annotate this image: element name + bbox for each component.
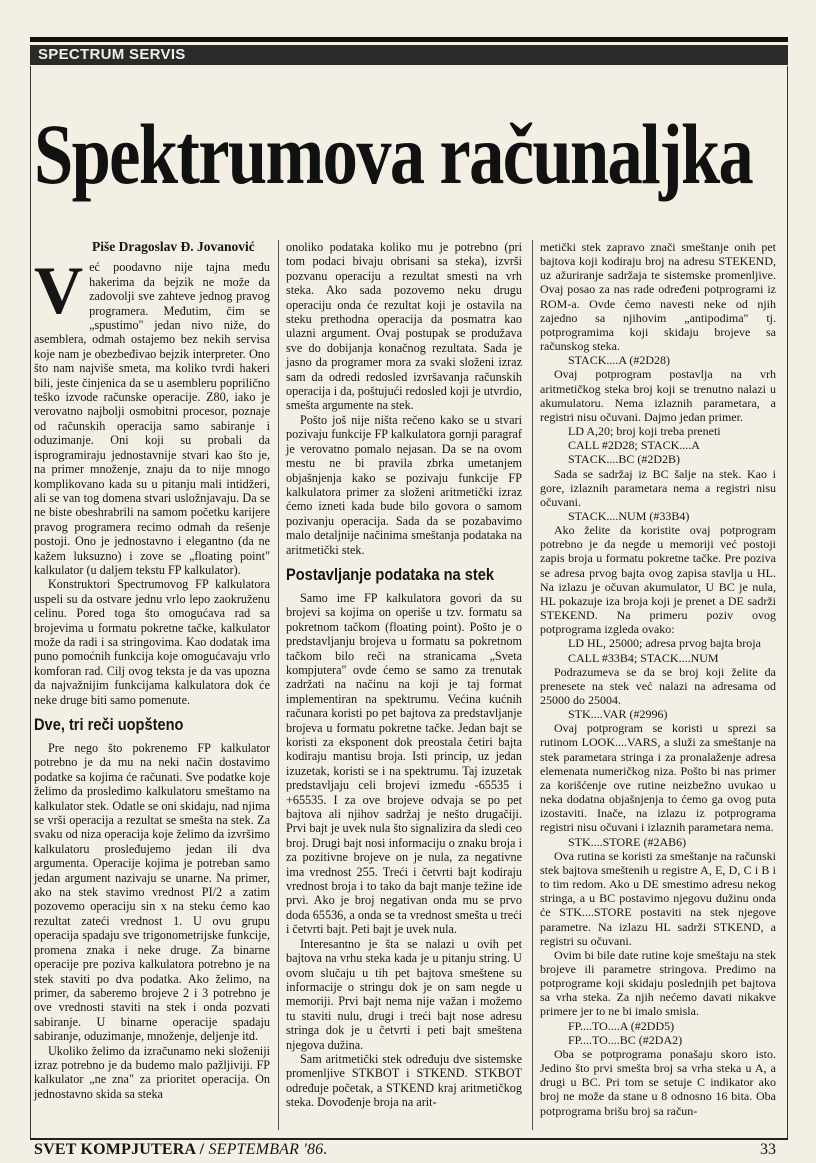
routine-heading: FP....TO....A (#2DD5) — [568, 1018, 675, 1033]
paragraph: Samo ime FP kalkulatora govori da su brojevi sa kojima on operiše u tzv. formatu sa pokretnom tačkom (floating point). Pošto je o predstavljanju brojeva u formatu sa pokretnom tačkom bilo reči na stranicama „Sveta kompjutera" ovde ćemo se samo za trenutak zadržati na načinu na koji je taj format implementiran na spektrumu. Većina kućnih računara koristi po pet bajtova za predstavljanje brojeva u formatu pokretne tačke. Jedan bajt se koristi za eksponent dok preostala četiri bajta kodiraju mantisu broja. Isti princip, uz jedan izuzetak, koristi se i na spektrumu. Taj izuzetak predstavljaju celi brojevi između -65535 i +65535. I za ove brojeve odvaja se po pet bajtova ali njihov sadržaj je nešto drugačiji. Prvi bajt je uvek nula što signalizira da sledi ceo broj. Drugi bajt nosi informaciju o znaku broja i za pozitivne brojeve on je nula, za negativne ima vrednost 255. Treći i četvrti bajt kodiraju vrednost broja i to tako da bajt manje težine ide prvi. Ako je broj negativan onda mu se prvo doda 65536, a onda se ta vrednost smešta u treći i četvrti bajt. Peti bajt je uvek nula. — [286, 590, 522, 937]
paragraph-text: eć poodavno nije tajna među hakerima da bejzik ne može da zadovolji sve zahteve jednog pravog programera. Međutim, čim se „spustimo" jedan nivo niže, do asemblera, odmah ostajemo bez nekih servisa koje nam je obezbeđivao bejzik interpreter. Ono što nam najviše smeta, ma koliko tvrdi hakeri bili, jeste činjenica da se u asembleru poprilično teško izvode računske operacije. Z80, iako je verovatno najbolji osmobitni procesor, poznaje od računskih operacija samo sabiranje i oduzimanje. Oni koji su probali da isprogramiraju jednostavnije stvari kao što je, na primer množenje, znaju da to nije mnogo komplikovano kada su u pitanju mali intidžeri, ali se van tog domena stvari usložnjavaju. Da se ne biste obeshrabrili na samom početku karijere pravog programera recimo odmah da rešenje postoji. Ono je jednostavno i elegantno (da ne kažem luksuzno) i zove se „floating point" kalkulator (u daljem tekstu FP kalkulator). — [34, 260, 270, 577]
routine-heading: STK....VAR (#2996) — [568, 707, 668, 722]
paragraph: Sam aritmetički stek određuju dve sistemske promenljive STKBOT i STKEND. STKBOT određuje početak, a STKEND kraj aritmetičkog steka. Dovođenje broja na arit- — [286, 1051, 522, 1110]
footer — [34, 1141, 328, 1159]
paragraph: Oba se potprograma ponašaju skoro isto. Jedino što prvi smešta broj sa vrha steka u A, a drugi u BC. Pri tom se setuje C indikator ako broj ne može da stane u 8 odnosno 16 bita. Oba potprograma brišu broj sa račun- — [540, 1046, 776, 1118]
routine-heading: STACK....A (#2D28) — [568, 353, 671, 368]
paragraph: Ovaj potprogram se koristi u sprezi sa rutinom LOOK....VARS, a služi za smeštanje na stek parametara stringa i za pronalaženje adresa elemenata numeričkog niza. Pošto bi nas primer za korišćenje ove rutine neizbežno uvukao u neka dodatna objašnjenja to ćemo ga ovog puta izostaviti. Inače, na izlazu iz potprograma registri nisu očuvani i izlaznih parametara nema. — [540, 721, 776, 835]
code-line: LD A,20; broj koji treba preneti — [568, 424, 721, 439]
routine-heading: STACK....NUM (#33B4) — [568, 508, 690, 523]
article-column-2 — [286, 240, 522, 1110]
routine-heading: STK....STORE (#2AB6) — [568, 834, 687, 849]
code-line: LD HL, 25000; adresa prvog bajta broja — [568, 636, 761, 651]
paragraph: Ako želite da koristite ovaj potprogram potrebno je da negde u memoriji već postoji zapis broja u formatu pokretne tačke. Pre poziva se adresa prvog bajta ovog zapisa stavlja u HL. Na izlazu je očuvan akumulator, U BC je nula, HL pokazuje iza broja koji je prenet a DE sadrži STEKEND. Na primeru poziv ovog potprograma izgleda ovako: — [540, 523, 776, 637]
routine-heading: FP....TO....BC (#2DA2) — [568, 1032, 683, 1047]
article-column-3 — [540, 240, 776, 1118]
column-divider — [532, 240, 533, 1130]
paragraph: Pre nego što pokrenemo FP kalkulator potrebno je da mu na neki način dostavimo podatke sa kojima će računati. Sve podatke koje želimo da prosledimo kalkulatoru smeštamo na kalkulator stek. Odatle se oni skidaju, nad njima se vrši operacija a rezultat se smešta na stek. Za svaku od niza operacija koje želimo da izvršimo kalkulatoru prosleđujemo jedan ili dva argumenta. Operacije kojima je potreban samo jedan argument nazivaju se unarne. Na primer, ako na stek stavimo vrednost PI/2 a zatim pozovemo operaciju sin x na steku ćemo kao rezultat zateći vrednost 1. U ovu grupu operacija spadaju sve trigonometrijske funkcije, promena znaka i neke druge. Za binarne operacije pre poziva kalkulatora potrebno je na stek staviti po dva podatka. Ako želimo, na primer, da saberemo brojeve 2 i 3 potrebno je ove vrednosti staviti na stek i onda pozvati sabiranje. U binarne operacije spadaju sabiranje, oduzimanje, množenje, deljenje itd. — [34, 741, 270, 1044]
issue-date: SEPTEMBAR '86. — [208, 1141, 328, 1158]
paragraph: Pošto još nije ništa rečeno kako se u stvari pozivaju funkcije FP kalkulatora gornji paragraf je verovatno pomalo nejasan. Da se na ovom mestu ne bi pravila zbrka umetanjem objašnjenja kako se pozivaju funkcije FP kalkulatora primer za složeni aritmetički izraz ćemo izneti kada bude bilo govora o samom pozivanju operacija. Sada da se pozabavimo malo detaljnije načinima smeštanja podataka na aritmetički stek. — [286, 412, 522, 557]
code-line: CALL #33B4; STACK....NUM — [568, 650, 719, 665]
section-label: SPECTRUM SERVIS — [38, 46, 186, 63]
code-line: CALL #2D28; STACK....A — [568, 438, 700, 453]
paragraph: Konstruktori Spectrumovog FP kalkulatora uspeli su da ostvare jednu vrlo lepo zaokruženu celinu. Pored toga što omogućava rad sa brojevima u formatu pokretne tačke, kalkulator može da radi i sa stringovima. Kao dodatak ima puno pomoćnih funkcija koje omogućavaju vrlo komforan rad. Cilj ovog teksta je da vas upozna da najvažnijim funkcijama kalkulatora dok će neke druge biti samo pomenute. — [34, 577, 270, 707]
paragraph: metički stek zapravo znači smeštanje onih pet bajtova koji kodiraju broj na adresu STEKEND, uz ažuriranje sadržaja te sistemske promenljive. Ovaj posao za nas rade određeni potprogrami iz ROM-a. Ovde ćemo navesti neke od njih zajedno sa njihovim „antipodima" tj. potprogramima koji skidaju brojeve sa računskog steka. — [540, 240, 776, 354]
paragraph: Ovaj potprogram postavlja na vrh aritmetičkog steka broj koji se trenutno nalazi u akumulatoru. Nema izlaznih parametara, a registri nisu očuvani. Dajmo jedan primer. — [540, 367, 776, 424]
paragraph — [34, 252, 270, 577]
top-rule — [30, 37, 788, 42]
column-divider — [278, 240, 279, 1130]
byline: Piše Dragoslav Đ. Jovanović — [92, 239, 255, 254]
magazine-name: SVET KOMPJUTERA — [34, 1141, 196, 1158]
subheading: Postavljanje podataka na stek — [286, 564, 495, 584]
paragraph: Ova rutina se koristi za smeštanje na računski stek bajtova smeštenih u registre A, E, D, C i B i to tim redom. Ako u DE smestimo adresu nekog stringa, a u BC postavimo njegovu dužinu onda će STK....STORE postaviti na stek njegove parametre. Na izlazu HL sadrži STKEND, a registri su očuvani. — [540, 848, 776, 948]
paragraph: Sada se sadržaj iz BC šalje na stek. Kao i gore, izlaznih parametara nema a registri nisu očuvani. — [540, 466, 776, 509]
paragraph: Ovim bi bile date rutine koje smeštaju na stek brojeve ili parametre stringova. Predimo na potprograme koji skidaju poslednjih pet bajtova sa vrha steka. Za njih nećemo davati nikakve primere jer to ne bi imalo smisla. — [540, 947, 776, 1019]
footer-separator: / — [195, 1141, 209, 1158]
subheading: Dve, tri reči uopšteno — [34, 715, 184, 734]
paragraph: Ukoliko želimo da izračunamo neki složeniji izraz potrebno je da budemo malo pažljiviji. FP kalkulator „ne zna" za prioritet operacija. On jednostavno skida sa steka — [34, 1043, 270, 1101]
routine-heading: STACK....BC (#2D2B) — [568, 452, 681, 467]
headline: Spektrumova računaljka — [34, 106, 753, 202]
paragraph: Podrazumeva se da se broj koji želite da prenesete na stek već nalazi na adresama od 25000 do 25004. — [540, 664, 776, 707]
article-column-1 — [34, 240, 270, 1101]
drop-cap: V — [34, 252, 84, 329]
footer-rule — [30, 1138, 788, 1140]
paragraph: onoliko podataka koliko mu je potrebno (pri tom podaci bivaju obrisani sa steka), izvrši pozvanu operaciju a rezultat smesti na vrh steka. Ako sada pozovemo neku drugu operaciju onda će rezultat koji je ostavila na steku prethodna operacija da posmatra kao ulazni argument. Ovaj postupak se produžava sve do dobijanja konačnog rezultata. Sada je jasno da programer mora za svaki složeni izraz sam da odredi redosled izvršavanja računskih operacija i da, poštujući redosled koji je utvrdio, smešta argumente na stek. — [286, 240, 522, 413]
paragraph: Interesantno je šta se nalazi u ovih pet bajtova na vrhu steka kada je u pitanju string. U ovom slučaju u tih pet bajtova smeštene su informacije o stringu dok je on sam negde u memoriji. Prvi bajt nema nije važan i možemo tu staviti nulu, drugi i treći bajt nose adresu stringa dok je u četvrti i peti bajt smeštena njegova dužina. — [286, 936, 522, 1052]
page-number: 33 — [760, 1141, 776, 1158]
